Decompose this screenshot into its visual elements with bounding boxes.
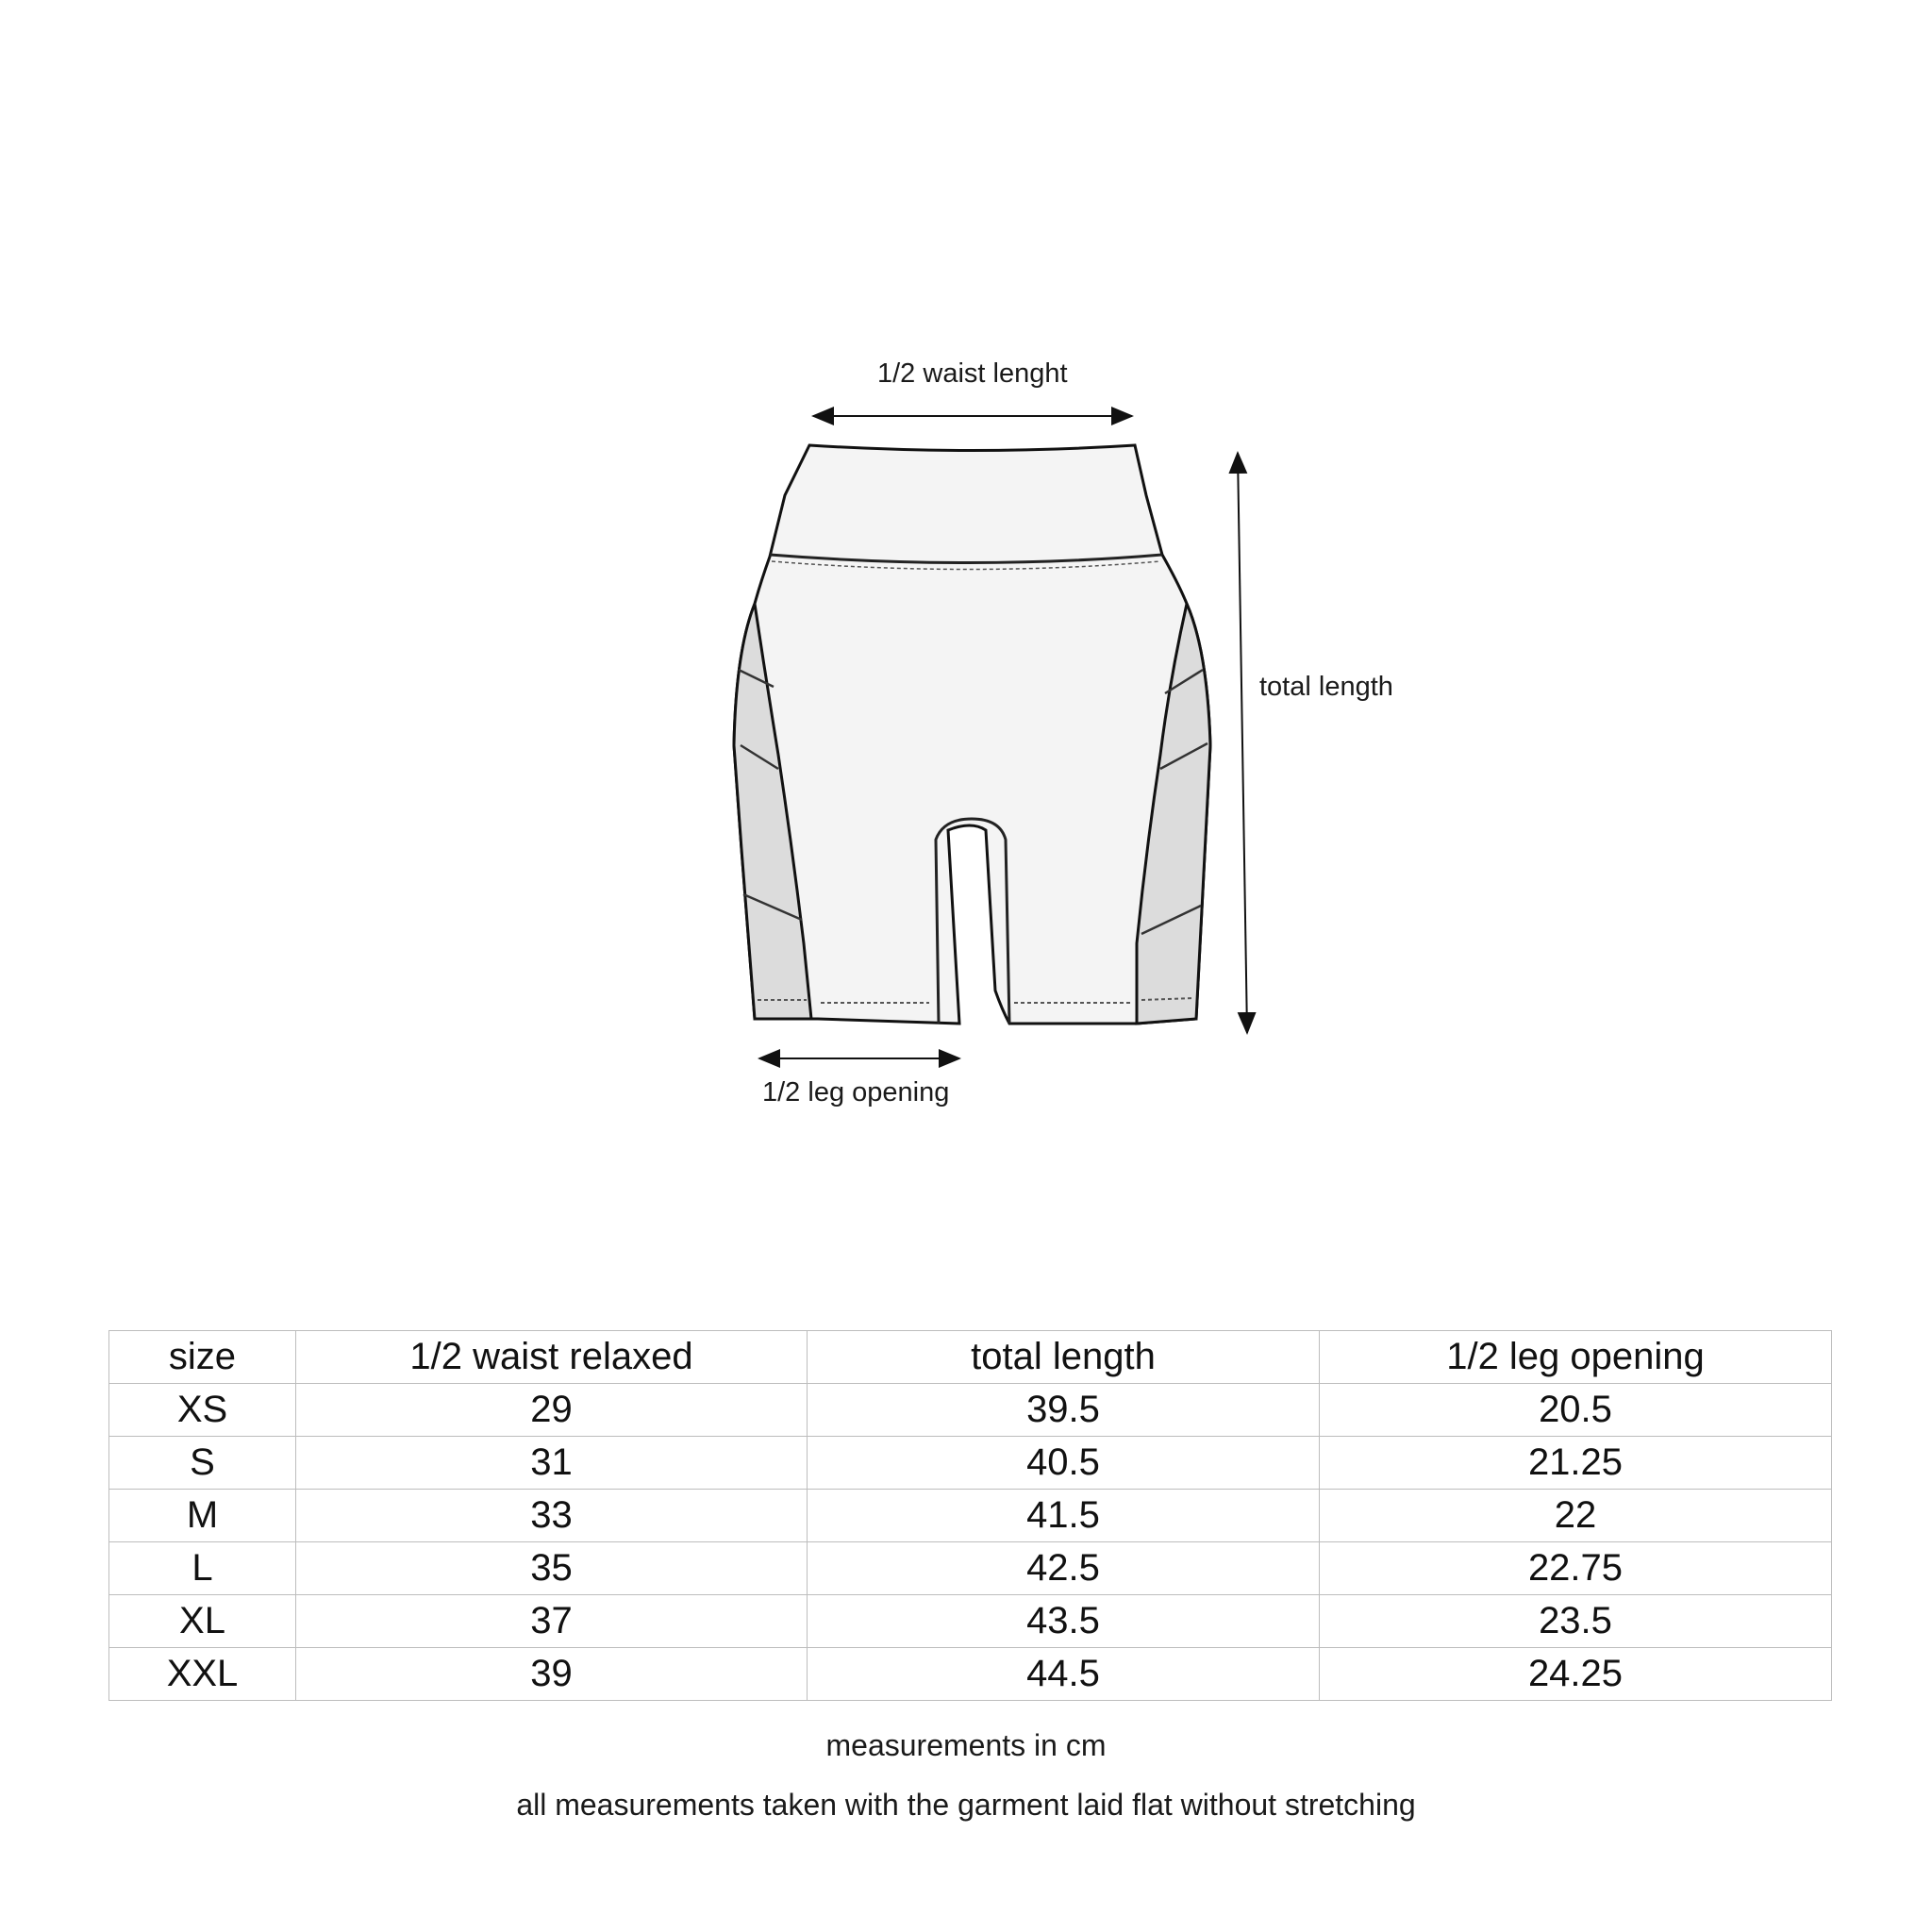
total-length-dimension-arrow	[1238, 453, 1247, 1033]
shorts-illustration	[734, 445, 1210, 1024]
size-cell: XL	[109, 1595, 296, 1648]
total-length-dimension-label: total length	[1259, 672, 1393, 702]
size-cell: XXL	[109, 1648, 296, 1701]
leg-cell: 24.25	[1320, 1648, 1832, 1701]
header-size: size	[109, 1331, 296, 1384]
header-waist: 1/2 waist relaxed	[296, 1331, 808, 1384]
leg-cell: 21.25	[1320, 1437, 1832, 1490]
leg-cell: 23.5	[1320, 1595, 1832, 1648]
length-cell: 43.5	[808, 1595, 1320, 1648]
size-chart-table	[108, 1330, 1832, 1701]
waist-cell: 33	[296, 1490, 808, 1542]
length-cell: 44.5	[808, 1648, 1320, 1701]
table-row	[109, 1437, 1832, 1490]
waist-cell: 29	[296, 1384, 808, 1437]
leg-cell: 22	[1320, 1490, 1832, 1542]
waist-cell: 39	[296, 1648, 808, 1701]
table-row	[109, 1595, 1832, 1648]
length-cell: 42.5	[808, 1542, 1320, 1595]
table-header-row	[109, 1331, 1832, 1384]
length-cell: 39.5	[808, 1384, 1320, 1437]
header-total-length: total length	[808, 1331, 1320, 1384]
leg-opening-dimension-label: 1/2 leg opening	[762, 1077, 950, 1108]
size-cell: XS	[109, 1384, 296, 1437]
waist-cell: 35	[296, 1542, 808, 1595]
size-cell: L	[109, 1542, 296, 1595]
leg-cell: 22.75	[1320, 1542, 1832, 1595]
table-row	[109, 1490, 1832, 1542]
table-row	[109, 1384, 1832, 1437]
waist-cell: 31	[296, 1437, 808, 1490]
header-leg-opening: 1/2 leg opening	[1320, 1331, 1832, 1384]
table-row	[109, 1648, 1832, 1701]
table-row	[109, 1542, 1832, 1595]
measurement-method-note: all measurements taken with the garment laid flat without stretching	[516, 1788, 1416, 1822]
length-cell: 41.5	[808, 1490, 1320, 1542]
size-cell: S	[109, 1437, 296, 1490]
leg-cell: 20.5	[1320, 1384, 1832, 1437]
waist-dimension-label: 1/2 waist lenght	[877, 358, 1068, 389]
size-cell: M	[109, 1490, 296, 1542]
length-cell: 40.5	[808, 1437, 1320, 1490]
units-note: measurements in cm	[825, 1728, 1107, 1762]
waist-cell: 37	[296, 1595, 808, 1648]
